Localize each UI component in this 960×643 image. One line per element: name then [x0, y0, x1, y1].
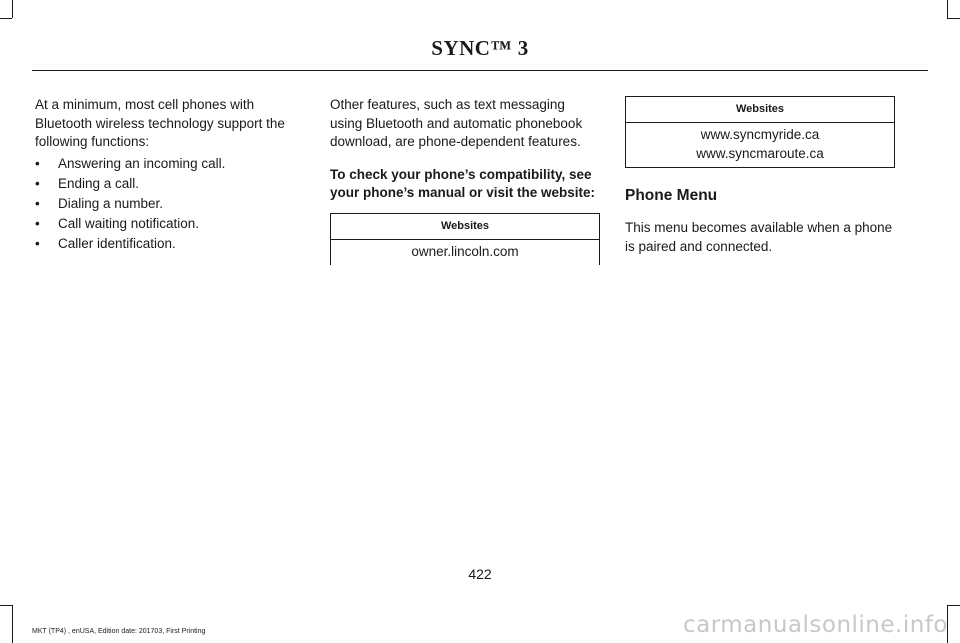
- function-list: [35, 155, 303, 253]
- bullet-icon: •: [35, 175, 40, 191]
- crop-mark-top-left-vertical: [12, 0, 13, 18]
- list-item-text: Caller identification.: [58, 235, 176, 251]
- list-item-text: Call waiting notification.: [58, 215, 200, 231]
- list-item-text: Answering an incoming call.: [58, 155, 226, 171]
- crop-mark-bottom-right-horizontal: [947, 605, 960, 606]
- column-left: [35, 96, 303, 255]
- table-cell: [626, 123, 894, 167]
- table-header: Websites: [626, 97, 894, 123]
- phone-menu-paragraph: This menu becomes available when a phone is paired and connected.: [625, 220, 893, 254]
- features-paragraph: Other features, such as text messaging using Bluetooth and automatic phonebook download, are phone-dependent features.: [330, 97, 583, 149]
- watermark-logo: carmanualsonline.info: [682, 612, 948, 638]
- list-item: [35, 215, 303, 233]
- bullet-icon: •: [35, 155, 40, 171]
- section-heading: Phone Menu: [625, 187, 718, 204]
- website-link[interactable]: www.syncmaroute.ca: [696, 145, 824, 161]
- column-right: [625, 96, 895, 256]
- list-item: [35, 235, 303, 253]
- edition-footer: MKT (TP4) , enUSA, Edition date: 201703, First Printing: [32, 628, 206, 635]
- crop-mark-bottom-left-horizontal: [0, 605, 12, 606]
- list-item: [35, 195, 303, 213]
- list-item-text: Ending a call.: [58, 175, 140, 191]
- list-item-text: Dialing a number.: [58, 195, 164, 211]
- column-middle: [330, 96, 600, 265]
- website-link[interactable]: www.syncmyride.ca: [700, 127, 820, 142]
- websites-table-ca: [625, 96, 895, 168]
- website-link[interactable]: owner.lincoln.com: [411, 243, 519, 259]
- bullet-icon: •: [35, 235, 40, 251]
- crop-mark-top-right-horizontal: [947, 18, 960, 19]
- crop-mark-top-left-horizontal: [0, 18, 12, 19]
- page-header-title: SYNC™ 3: [431, 36, 529, 60]
- websites-table-us: [330, 213, 600, 266]
- page-number: 422: [468, 566, 492, 582]
- list-item: [35, 175, 303, 193]
- crop-mark-bottom-left-vertical: [12, 605, 13, 643]
- crop-mark-top-right-vertical: [947, 0, 948, 18]
- list-item: [35, 155, 303, 173]
- bullet-icon: •: [35, 215, 40, 231]
- compatibility-instruction: To check your phone’s compatibility, see your phone’s manual or visit the website:: [330, 166, 596, 200]
- table-header: Websites: [331, 214, 599, 240]
- table-cell: [331, 240, 599, 266]
- bullet-icon: •: [35, 195, 40, 211]
- header-rule: [32, 70, 928, 71]
- intro-paragraph: At a minimum, most cell phones with Bluetooth wireless technology support the following functions:: [35, 97, 285, 149]
